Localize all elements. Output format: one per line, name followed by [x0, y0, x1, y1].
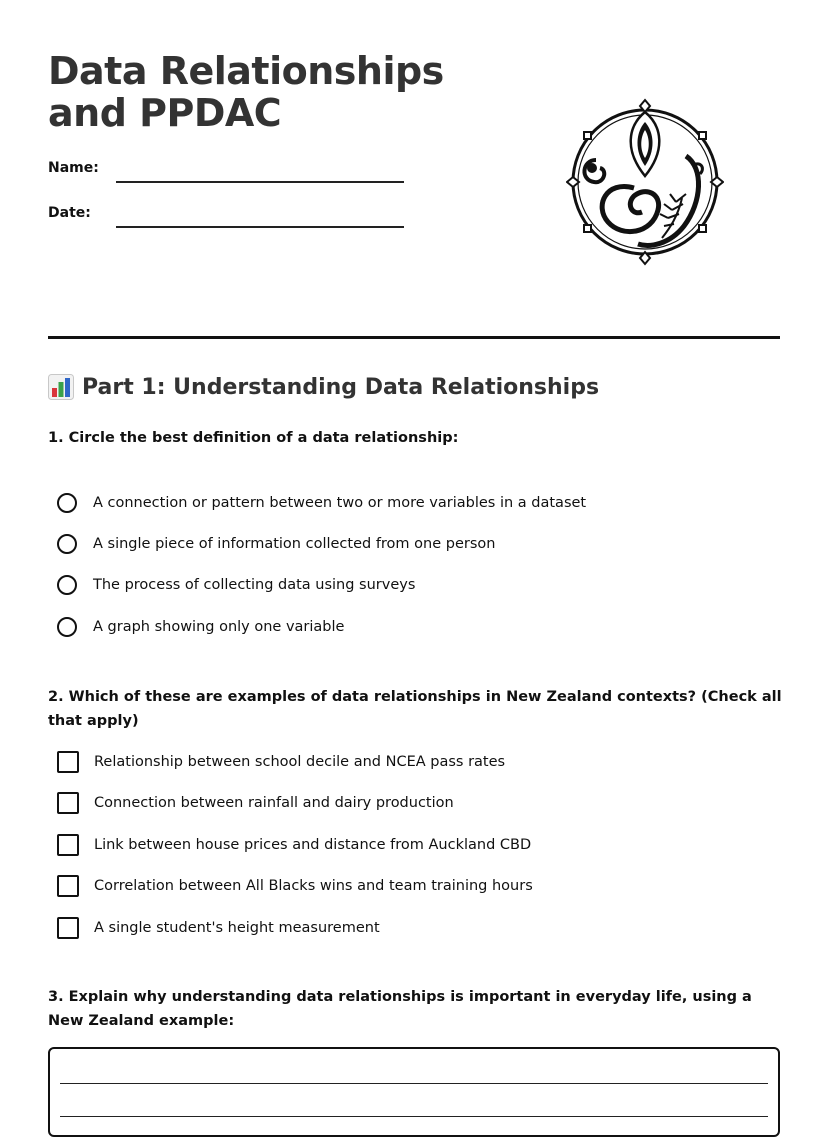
- radio-circle[interactable]: [57, 575, 77, 595]
- q1-option-2-text: A single piece of information collected from one person: [93, 536, 496, 552]
- q2-option-3-text: Link between house prices and distance from Auckland CBD: [94, 837, 532, 853]
- q1-option-2[interactable]: [57, 531, 495, 557]
- q2-option-4[interactable]: [57, 873, 533, 899]
- section-divider: [48, 336, 780, 339]
- part1-heading: [48, 374, 599, 400]
- checkbox[interactable]: [57, 917, 79, 939]
- q2-option-1[interactable]: [57, 749, 505, 775]
- q2-option-5-text: A single student's height measurement: [94, 920, 380, 936]
- name-field[interactable]: [116, 181, 404, 183]
- question-1: 1. Circle the best definition of a data relationship:: [48, 430, 459, 446]
- checkbox[interactable]: [57, 834, 79, 856]
- q2-option-2-text: Connection between rainfall and dairy production: [94, 795, 454, 811]
- radio-circle[interactable]: [57, 493, 77, 513]
- radio-circle[interactable]: [57, 534, 77, 554]
- q1-option-1[interactable]: [57, 490, 586, 516]
- bar-chart-icon: [48, 374, 74, 400]
- checkbox[interactable]: [57, 751, 79, 773]
- part1-heading-text: Part 1: Understanding Data Relationships: [82, 374, 600, 400]
- name-label: Name:: [48, 160, 99, 176]
- q1-option-3-text: The process of collecting data using surveys: [93, 577, 416, 593]
- page-title: Data Relationships and PPDAC: [48, 49, 444, 135]
- radio-circle[interactable]: [57, 617, 77, 637]
- q2-option-2[interactable]: [57, 790, 454, 816]
- koru-emblem-icon: [566, 98, 724, 266]
- q3-answer-box[interactable]: [48, 1047, 780, 1137]
- q1-option-1-text: A connection or pattern between two or more variables in a dataset: [93, 495, 587, 511]
- q1-option-4[interactable]: [57, 614, 344, 640]
- checkbox[interactable]: [57, 792, 79, 814]
- q1-option-3[interactable]: [57, 572, 415, 598]
- q2-option-5[interactable]: [57, 915, 380, 941]
- question-2: 2. Which of these are examples of data relationships in New Zealand contexts? (Check all that apply): [48, 689, 782, 729]
- q2-option-1-text: Relationship between school decile and NCEA pass rates: [94, 754, 506, 770]
- q2-option-4-text: Correlation between All Blacks wins and team training hours: [94, 878, 533, 894]
- answer-line: [60, 1083, 768, 1084]
- q1-option-4-text: A graph showing only one variable: [93, 619, 345, 635]
- q2-option-3[interactable]: [57, 832, 531, 858]
- checkbox[interactable]: [57, 875, 79, 897]
- date-label: Date:: [48, 205, 91, 221]
- answer-line: [60, 1116, 768, 1117]
- question-3: 3. Explain why understanding data relationships is important in everyday life, using a New Zealand example:: [48, 989, 752, 1029]
- date-field[interactable]: [116, 226, 404, 228]
